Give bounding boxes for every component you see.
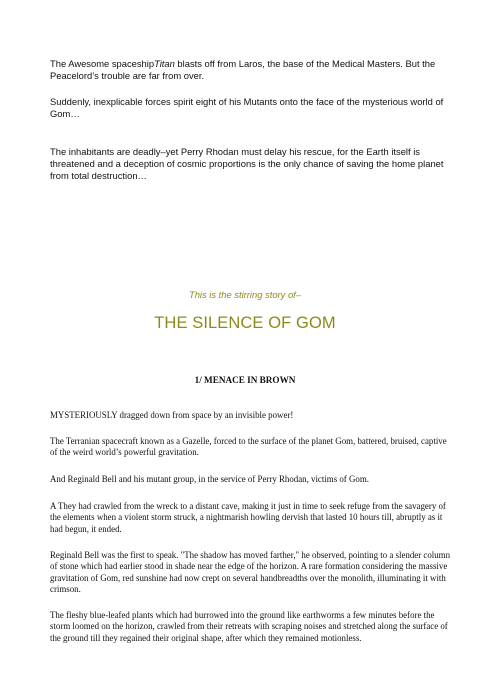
blurb-p1-before: The Awesome spaceship — [50, 58, 155, 69]
body-paragraph-2: The Terranian spacecraft known as a Gazelle, forced to the surface of the planet Gom, battered, bruised, captive of the weird world’s powerful gravitation. — [50, 436, 447, 458]
body-paragraph-1: MYSTERIOUSLY dragged down from space by an invisible power! — [50, 410, 294, 420]
blurb-paragraph-3: The inhabitants are deadly–yet Perry Rhodan must delay his rescue, for the Earth itself is threatened and a deception of cosmic proportions is the only chance of saving the home planet from total destruction… — [50, 146, 444, 182]
blurb-paragraph-2: Suddenly, inexplicable forces spirit eight of his Mutants onto the face of the mysterious world of Gom… — [50, 96, 444, 120]
body-paragraph-4: A They had crawled from the wreck to a distant cave, making it just in time to seek refuge from the savagery of the elements when a violent storm struck, a nightmarish howling dervish that lasted 10 hours till, abruptly as it had begun, it ended. — [50, 501, 446, 534]
body-paragraph-3: And Reginald Bell and his mutant group, in the service of Perry Rhodan, victims of Gom. — [50, 474, 369, 484]
chapter-heading: 1/ MENACE IN BROWN — [194, 375, 296, 385]
body-paragraph-6: The fleshy blue-leafed plants which had burrowed into the ground like earthworms a few minutes before the storm loomed on the horizon, crawled from their retreats with scraping noises and stretched along the surface of the ground till they regained their original shape, after which they remained motionless. — [50, 610, 448, 643]
intro-line: This is the stirring story of– — [188, 289, 301, 300]
blurb-paragraph-1 — [50, 58, 450, 82]
ship-name-titan: Titan — [154, 58, 175, 69]
blurb-p1-after: blasts off from Laros, the base of the Medical Masters. But the Peacelord’s trouble are far from over. — [50, 58, 436, 82]
body-paragraph-5: Reginald Bell was the first to speak. "The shadow has moved farther," he observed, pointing to a slender column of stone which had earlier stood in shade near the edge of the horizon. A rare formation considering the massive gravitation of Gom, red sunshine had now crept on several handbreadths over the monolith, illuminating it with crimson. — [50, 550, 451, 595]
book-title: THE SILENCE OF GOM — [154, 314, 336, 332]
